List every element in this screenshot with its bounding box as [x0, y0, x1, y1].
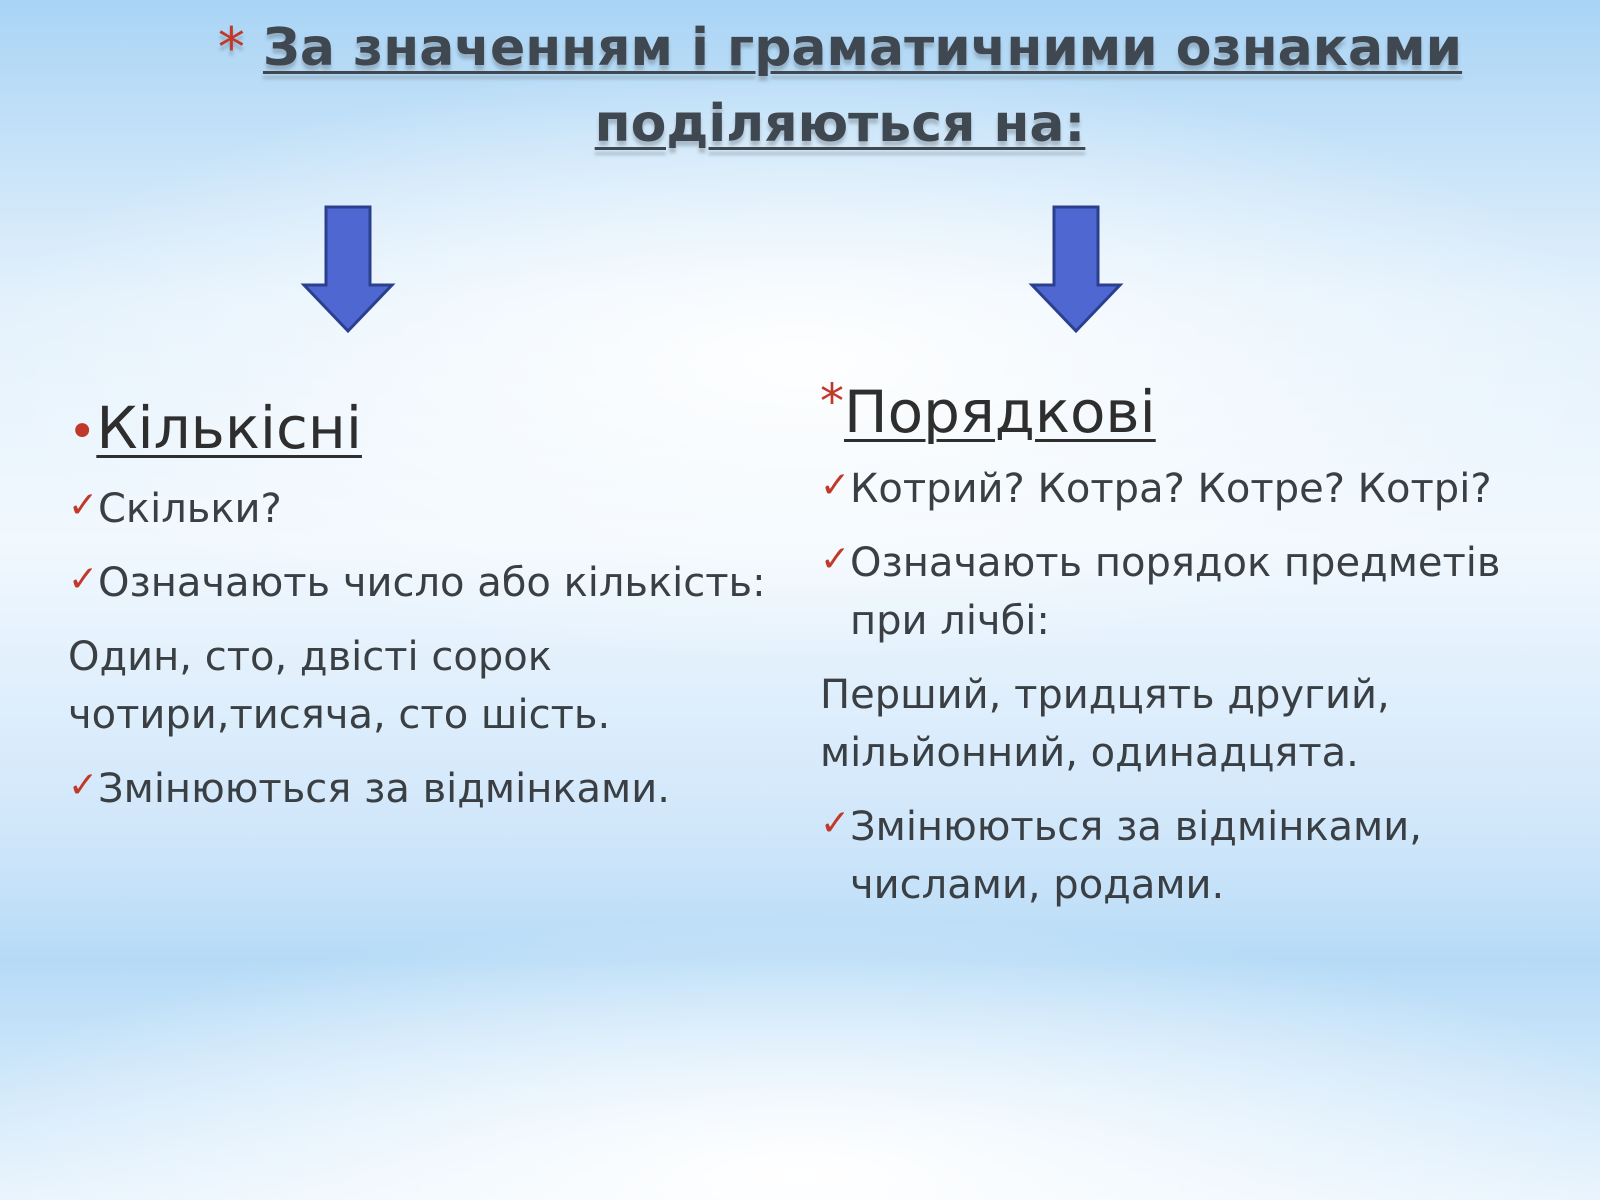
- title-line-1: За значенням і граматичними ознаками: [262, 18, 1463, 78]
- right-item-question: [820, 460, 1560, 518]
- right-heading: [820, 372, 1560, 452]
- right-item-question-text: Котрий? Котра? Котре? Котрі?: [850, 466, 1492, 512]
- right-item-declension-text: Змінюються за відмінками, числами, родами.: [850, 804, 1422, 908]
- cardinal-numerals-column: [68, 388, 788, 834]
- left-item-declension: [68, 760, 788, 818]
- left-heading: [68, 388, 788, 472]
- right-heading-text: Порядкові: [844, 378, 1156, 446]
- down-arrow-left-icon: [300, 205, 396, 335]
- left-item-question-text: Скільки?: [98, 486, 282, 532]
- title-line-2: поділяються на:: [594, 94, 1086, 154]
- left-item-question: [68, 480, 788, 538]
- slide-title: [160, 10, 1520, 162]
- checkmark-icon: ✓: [820, 539, 851, 580]
- checkmark-icon: ✓: [68, 559, 99, 600]
- left-item-declension-text: Змінюються за відмінками.: [98, 766, 670, 812]
- checkmark-icon: ✓: [820, 803, 851, 844]
- right-item-meaning: [820, 534, 1560, 650]
- left-heading-text: Кількісні: [96, 394, 362, 462]
- checkmark-icon: ✓: [68, 485, 99, 526]
- left-bullet-icon: •: [68, 404, 97, 460]
- right-item-declension: [820, 798, 1560, 914]
- down-arrow-right-icon: [1028, 205, 1124, 335]
- left-item-meaning: [68, 554, 788, 612]
- right-item-meaning-text: Означають порядок предметів при лічбі:: [850, 540, 1501, 644]
- right-examples: Перший, тридцять другий, мільйонний, одинадцята.: [820, 672, 1390, 776]
- title-star-marker: *: [217, 16, 245, 79]
- ordinal-numerals-column: [820, 372, 1560, 930]
- left-item-meaning-text: Означають число або кількість:: [98, 560, 766, 606]
- right-star-marker: *: [820, 374, 844, 430]
- checkmark-icon: ✓: [820, 465, 851, 506]
- checkmark-icon: ✓: [68, 765, 99, 806]
- left-examples: Один, сто, двісті сорок чотири,тисяча, сто шість.: [68, 634, 611, 738]
